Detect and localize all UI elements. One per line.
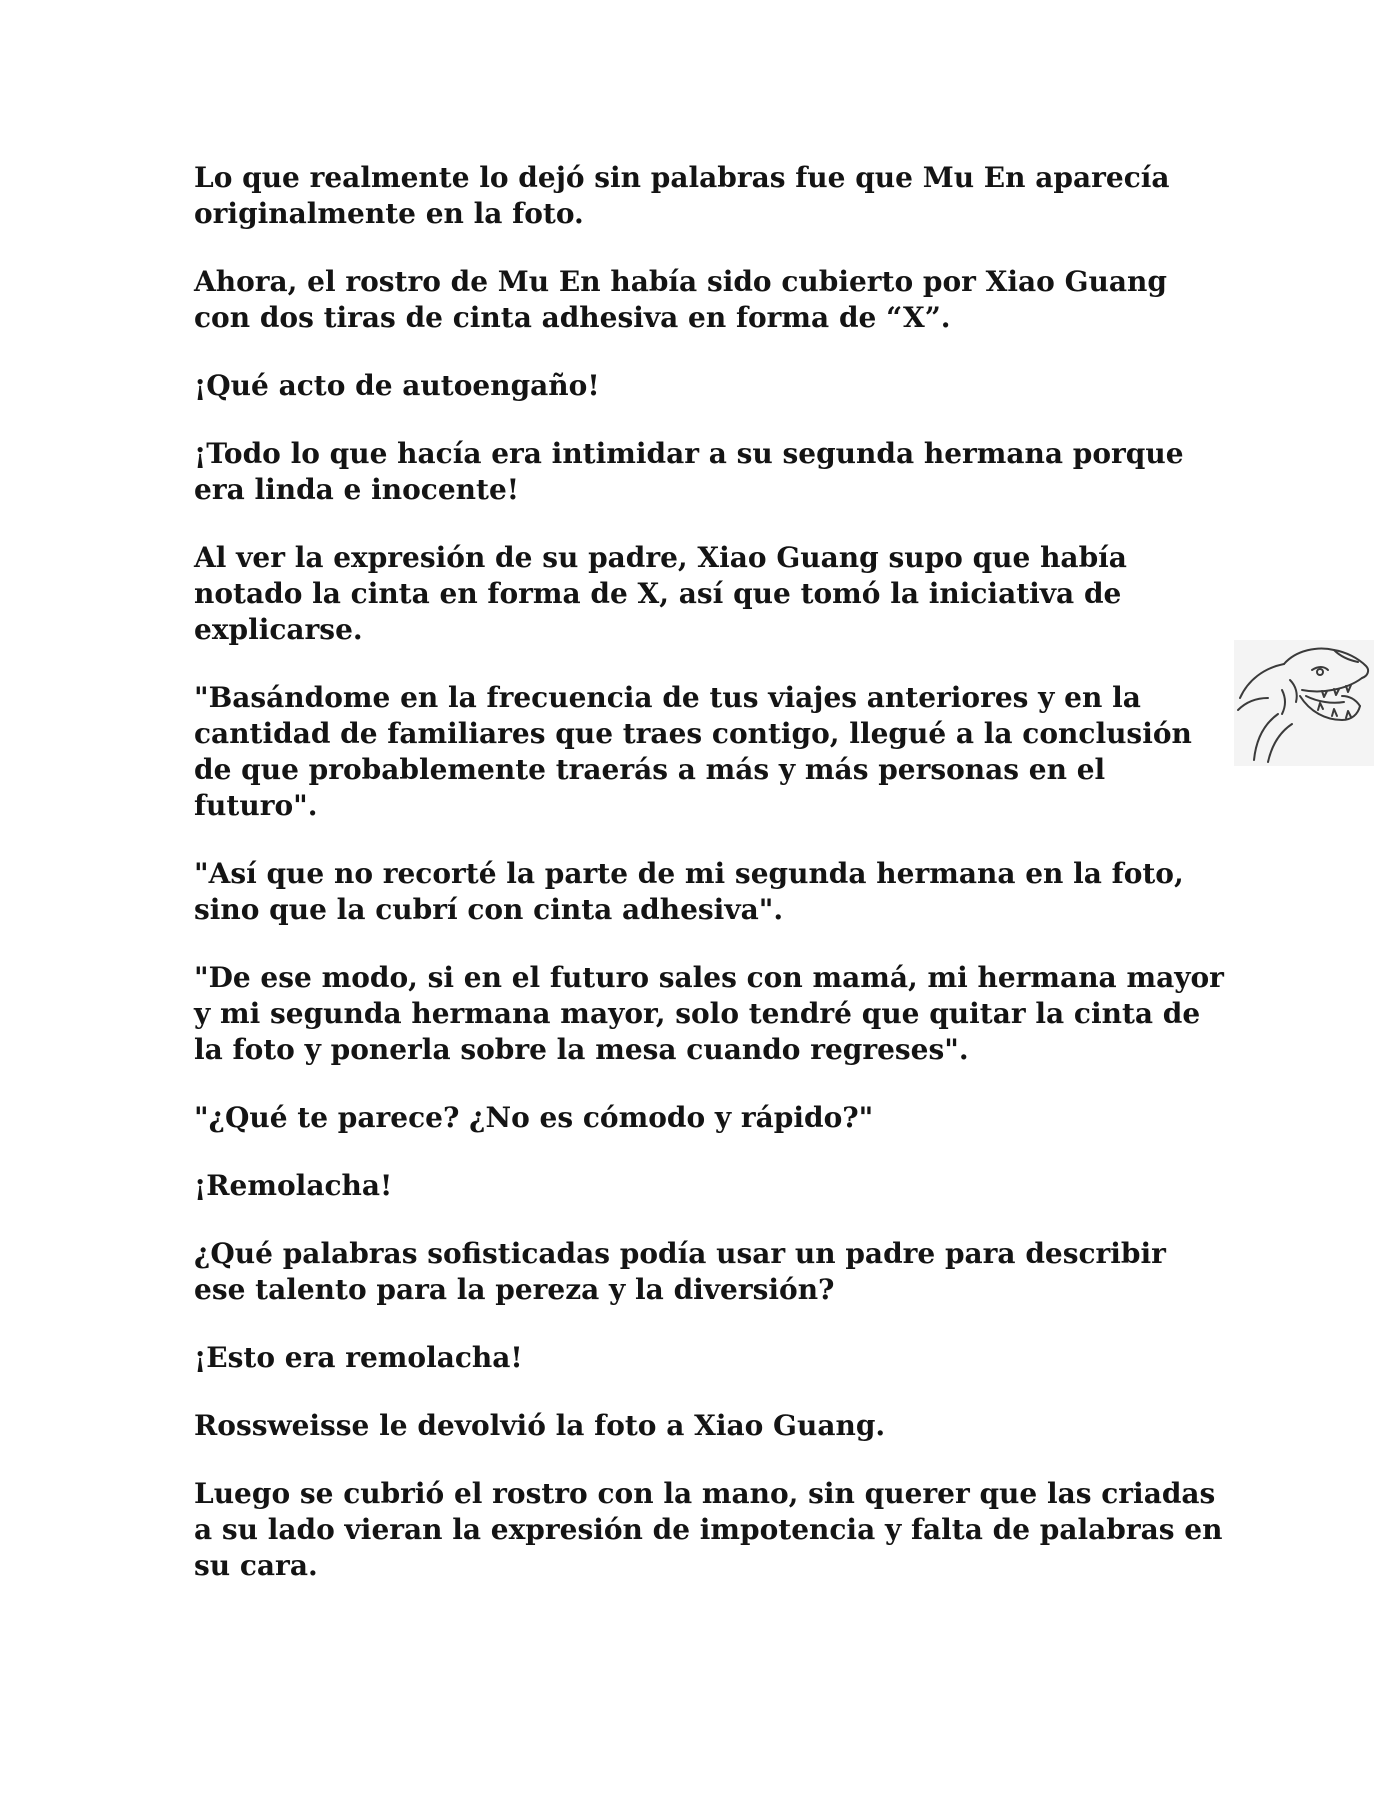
- paragraph: ¡Todo lo que hacía era intimidar a su segunda hermana porque era linda e inocente!: [194, 437, 1184, 506]
- paragraph: ¡Qué acto de autoengaño!: [194, 369, 600, 402]
- paragraph: Rossweisse le devolvió la foto a Xiao Guang.: [194, 1409, 886, 1442]
- paragraph: Luego se cubrió el rostro con la mano, sin querer que las criadas a su lado vieran la expresión de impotencia y falta de palabras en su cara.: [194, 1477, 1223, 1582]
- paragraph: "Así que no recorté la parte de mi segunda hermana en la foto, sino que la cubrí con cinta adhesiva".: [194, 857, 1184, 926]
- paragraph: ¡Remolacha!: [194, 1169, 393, 1202]
- dinosaur-head-sketch-icon: [1234, 640, 1374, 766]
- paragraph: "¿Qué te parece? ¿No es cómodo y rápido?": [194, 1101, 874, 1134]
- paragraph: Ahora, el rostro de Mu En había sido cubierto por Xiao Guang con dos tiras de cinta adhesiva en forma de “X”.: [194, 265, 1167, 334]
- paragraph: "Basándome en la frecuencia de tus viajes anteriores y en la cantidad de familiares que traes contigo, llegué a la conclusión de que probablemente traerás a más y más personas en el futuro".: [194, 681, 1192, 822]
- body-text: [194, 160, 1224, 1616]
- paragraph: ¡Esto era remolacha!: [194, 1341, 523, 1374]
- paragraph: ¿Qué palabras sofisticadas podía usar un padre para describir ese talento para la pereza y la diversión?: [194, 1237, 1166, 1306]
- paragraph: "De ese modo, si en el futuro sales con mamá, mi hermana mayor y mi segunda hermana mayor, solo tendré que quitar la cinta de la foto y ponerla sobre la mesa cuando regreses".: [194, 961, 1224, 1066]
- paragraph: Al ver la expresión de su padre, Xiao Guang supo que había notado la cinta en forma de X, así que tomó la iniciativa de explicarse.: [194, 541, 1127, 646]
- paragraph: Lo que realmente lo dejó sin palabras fue que Mu En aparecía originalmente en la foto.: [194, 161, 1170, 230]
